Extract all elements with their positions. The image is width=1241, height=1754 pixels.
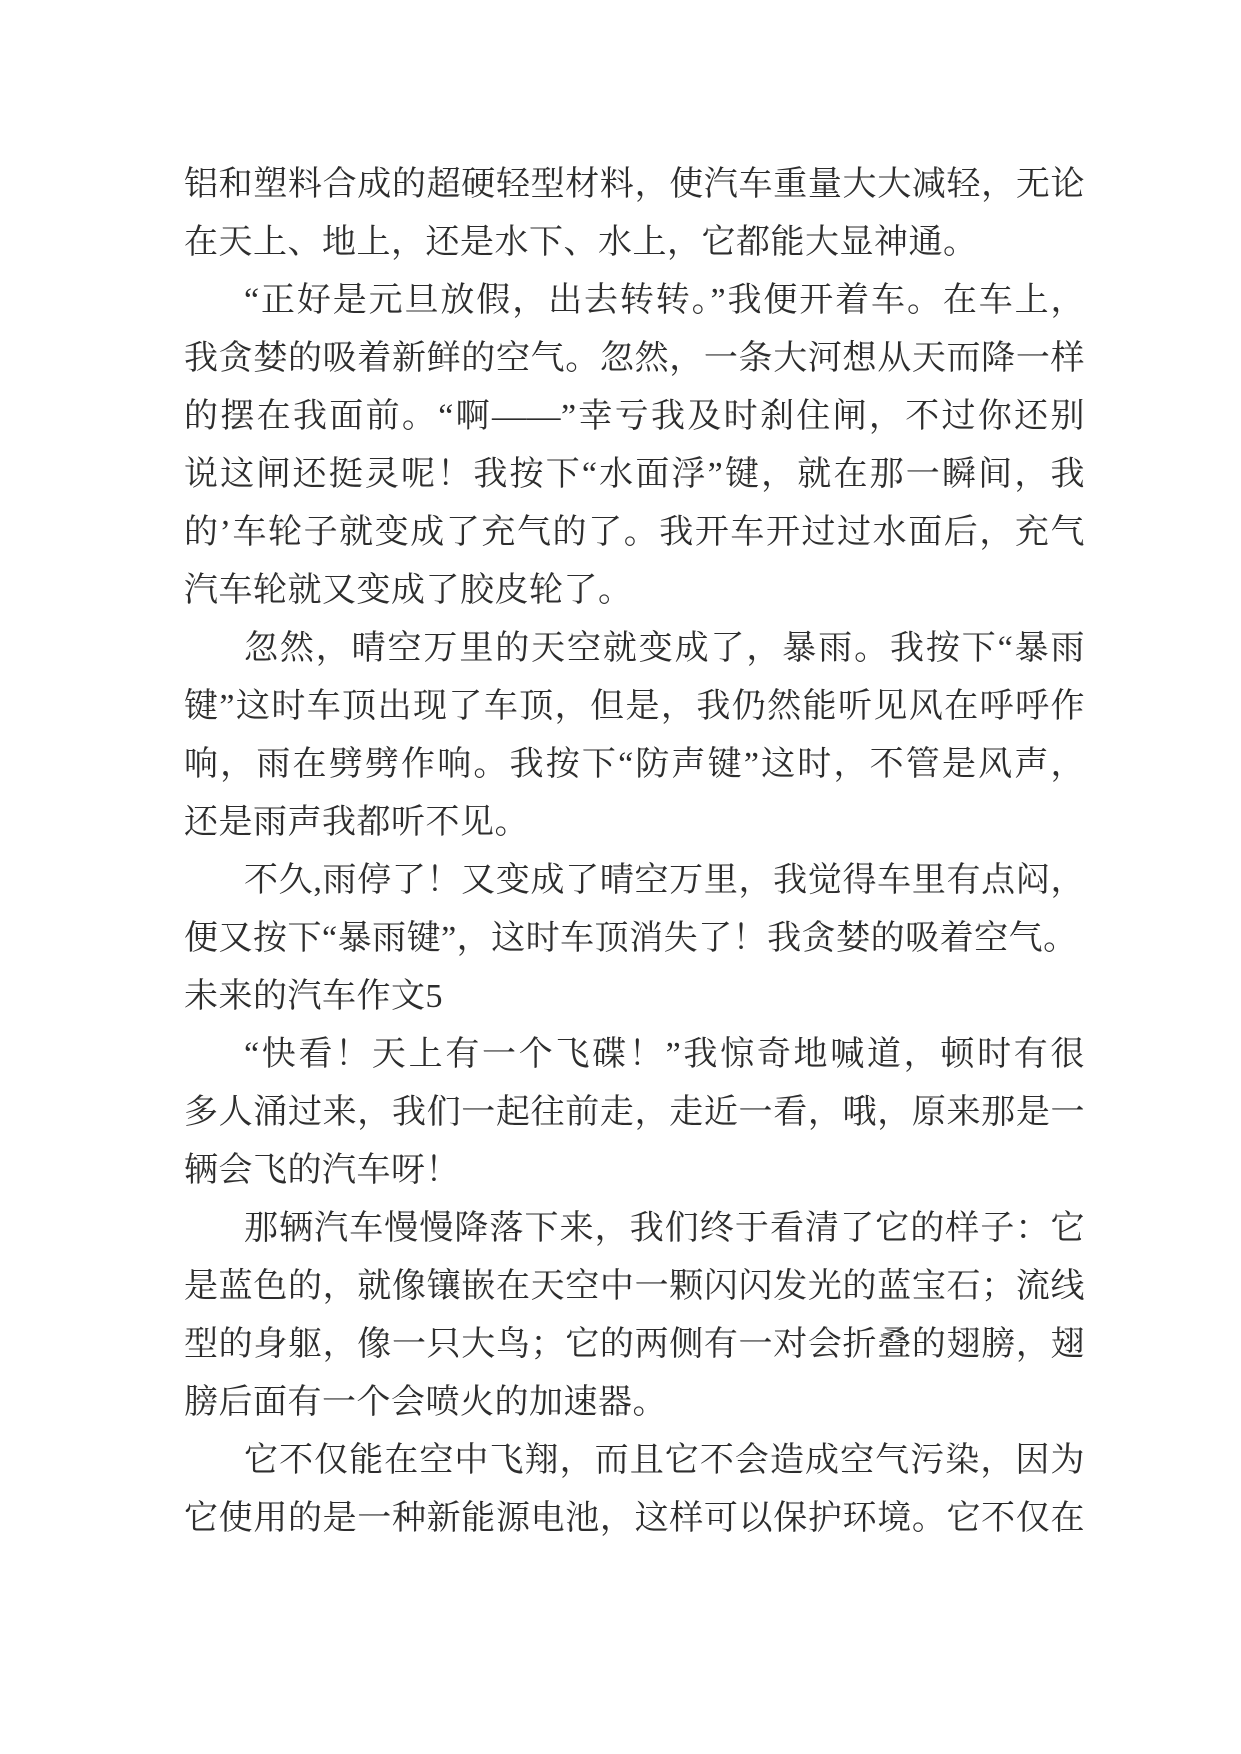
text-line: 它不仅能在空中飞翔，而且它不会造成空气污染，因为 [244,1442,1085,1479]
text-line: 的’车轮子就变成了充气的了。我开车开过过水面后，充气 [184,514,1085,551]
text-line: 响，雨在劈劈作响。我按下“防声键”这时，不管是风声， [184,746,1085,783]
text-line: 忽然，晴空万里的天空就变成了，暴雨。我按下“暴雨 [244,630,1085,667]
text-line: 便又按下“暴雨键”，这时车顶消失了！我贪婪的吸着空气。 [184,920,1078,957]
text-line: “正好是元旦放假，出去转转。”我便开着车。在车上， [244,282,1085,319]
text-line: 它使用的是一种新能源电池，这样可以保护环境。它不仅在 [184,1500,1085,1537]
text-line: 铝和塑料合成的超硬轻型材料，使汽车重量大大减轻，无论 [184,166,1085,203]
text-line: 在天上、地上，还是水下、水上，它都能大显神通。 [184,224,978,261]
text-line: 汽车轮就又变成了胶皮轮了。 [184,572,633,609]
text-line: 辆会飞的汽车呀！ [184,1152,460,1189]
section-heading: 未来的汽车作文5 [184,978,443,1015]
text-line: 是蓝色的，就像镶嵌在天空中一颗闪闪发光的蓝宝石；流线 [184,1268,1085,1305]
essay-text [184,156,1085,1548]
text-line: 不久,雨停了！又变成了晴空万里，我觉得车里有点闷， [244,862,1085,899]
text-line: 的摆在我面前。“啊——”幸亏我及时刹住闸，不过你还别 [184,398,1085,435]
text-line: 说这闸还挺灵呢！我按下“水面浮”键，就在那一瞬间，我 [184,456,1085,493]
text-line: 那辆汽车慢慢降落下来，我们终于看清了它的样子：它 [244,1210,1085,1247]
text-line: 膀后面有一个会喷火的加速器。 [184,1384,667,1421]
text-line: 键”这时车顶出现了车顶，但是，我仍然能听见风在呼呼作 [184,688,1085,725]
text-line: 我贪婪的吸着新鲜的空气。忽然，一条大河想从天而降一样 [184,340,1085,377]
text-line: 型的身躯，像一只大鸟；它的两侧有一对会折叠的翅膀，翅 [184,1326,1085,1363]
text-line: “快看！天上有一个飞碟！”我惊奇地喊道，顿时有很 [244,1036,1085,1073]
text-line: 多人涌过来，我们一起往前走，走近一看，哦，原来那是一 [184,1094,1085,1131]
text-line: 还是雨声我都听不见。 [184,804,529,841]
